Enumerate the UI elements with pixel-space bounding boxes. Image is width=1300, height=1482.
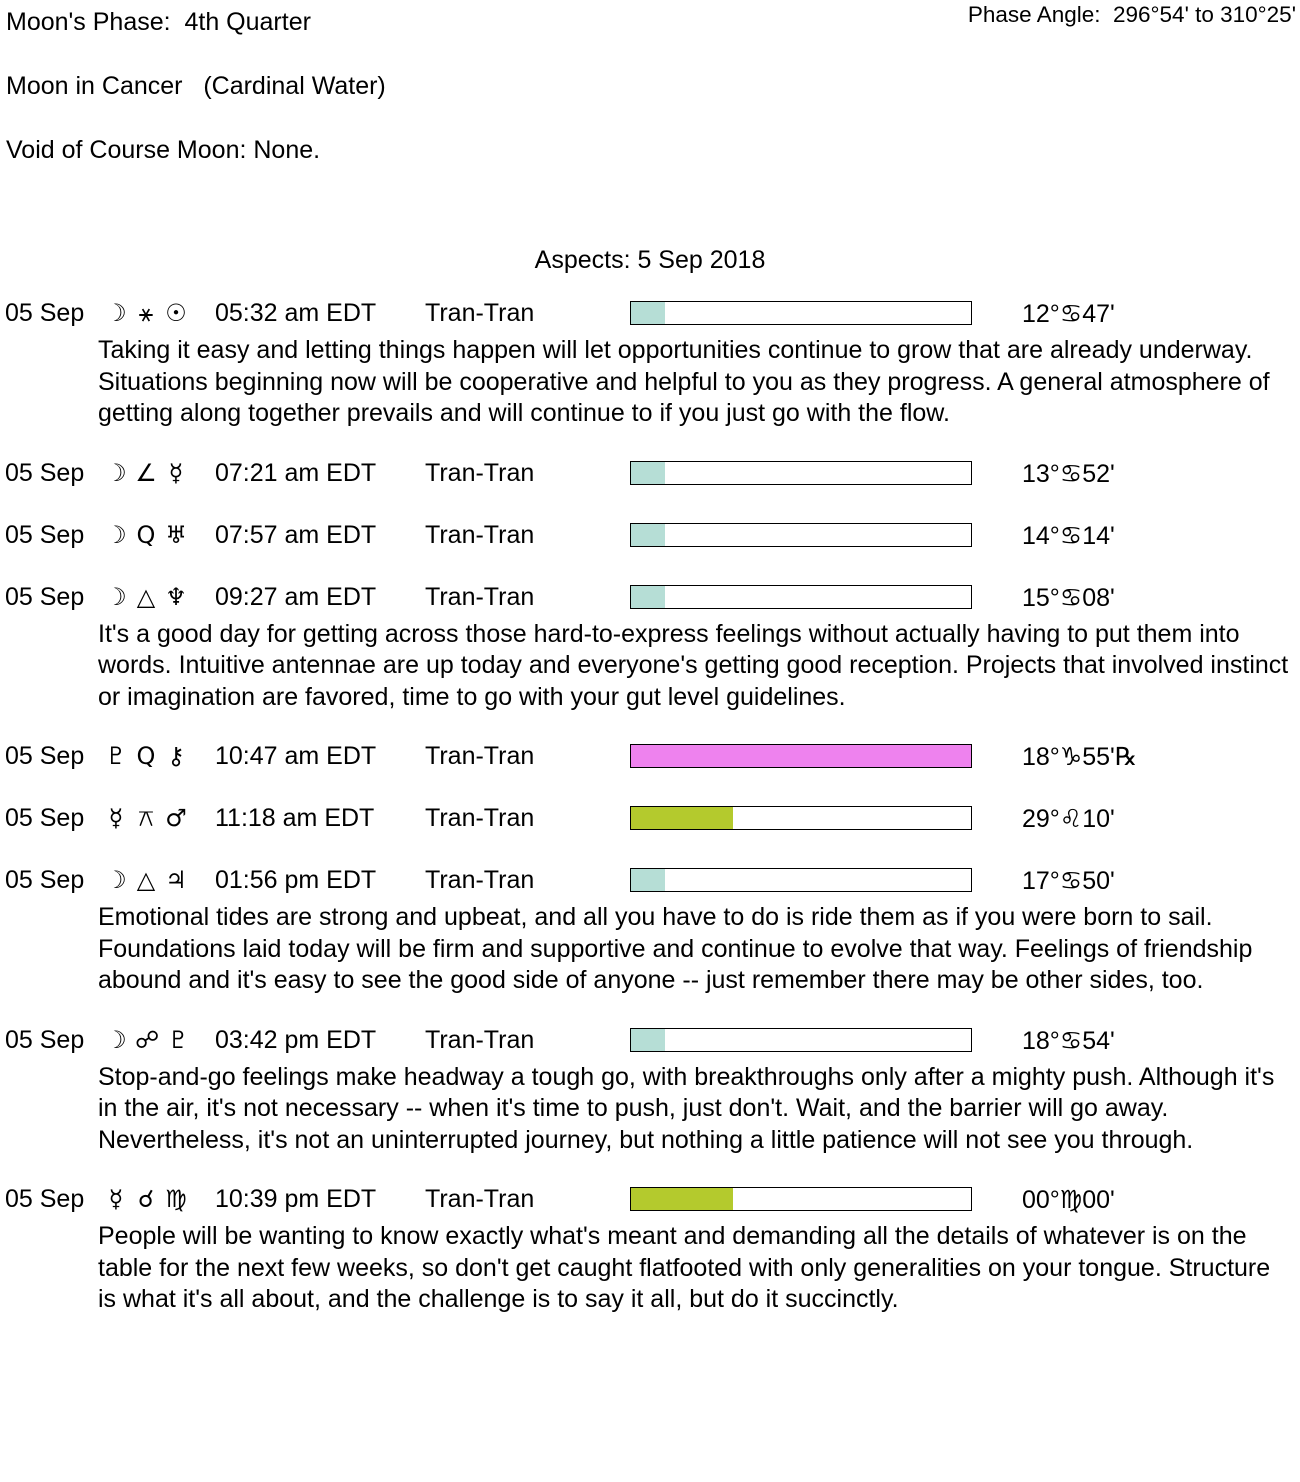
orb-progress-fill: [631, 807, 733, 829]
orb-bar-cell: [630, 299, 975, 325]
aspect-entry: [0, 583, 1300, 714]
aspect-entry: [0, 459, 1300, 492]
orb-progress-fill: [631, 586, 665, 608]
neptune-symbol: ♆: [165, 582, 187, 611]
aspect-symbols: [105, 299, 215, 327]
aspect-description: People will be wanting to know exactly what's meant and demanding all the details of whatever is on the table for the next few weeks, so don't get caught flatfooted with only generalities on your tongue. Structure is what it's all about, and the challenge is to say it all, but do it succinctly.: [98, 1222, 1271, 1313]
aspect-description: Emotional tides are strong and upbeat, and all you have to do is ride them as if you were born to sail. Foundations laid today will be firm and supportive and continue to evolve that way. Feelings of friendship abound and it's easy to see the good side of anyone -- just remember there may be other sides, too.: [98, 903, 1253, 994]
aspect-date: 05 Sep: [5, 520, 85, 549]
quintile-symbol: Q: [136, 742, 156, 770]
aspects-title: Aspects: 5 Sep 2018: [534, 246, 766, 274]
orb-bar-cell: [630, 804, 975, 830]
aspect-date: 05 Sep: [5, 458, 85, 487]
aspect-description: Taking it easy and letting things happen will let opportunities continue to grow that are already underway. Situations beginning now will be cooperative and helpful to you as they progress. A general atmosphere of getting along together prevails and will continue to if you just go with the flow.: [98, 336, 1270, 427]
aspect-row: [0, 459, 1300, 492]
moon-symbol: ☽: [105, 458, 127, 487]
phase-angle-text: Phase Angle: 296°54' to 310°25': [967, 2, 1296, 27]
aspect-symbols: [105, 583, 215, 611]
aspect-row: [0, 804, 1300, 837]
orb-progress-bar: [630, 806, 972, 830]
aspect-type: Tran-Tran: [425, 1025, 535, 1054]
aspect-degree: 13°♋52': [1022, 459, 1115, 488]
aspect-symbols: [105, 1185, 215, 1213]
aspect-time: 03:42 pm EDT: [215, 1025, 377, 1054]
jupiter-symbol: ♃: [165, 866, 187, 894]
orb-progress-fill: [631, 1029, 665, 1051]
aspect-degree: 12°♋47': [1022, 300, 1115, 328]
aspect-time: 01:56 pm EDT: [215, 866, 377, 894]
orb-bar-cell: [630, 866, 975, 892]
aspect-degree: 29°♌10': [1022, 805, 1115, 833]
mercury-symbol: ☿: [108, 804, 124, 832]
semi-square-symbol: ∠: [135, 458, 157, 487]
aspect-symbols: [105, 1026, 215, 1054]
aspect-degree: 14°♋14': [1022, 521, 1115, 550]
pluto-symbol: ♇: [105, 742, 127, 770]
aspect-degree: 00°♍00': [1022, 1186, 1115, 1214]
aspect-row: [0, 583, 1300, 616]
orb-bar-cell: [630, 521, 975, 547]
report-header: [0, 0, 1300, 165]
moon-symbol: ☽: [105, 1025, 127, 1054]
aspect-entry: [0, 804, 1300, 837]
aspect-time: 05:32 am EDT: [215, 299, 377, 327]
trine-symbol: △: [136, 582, 156, 611]
orb-progress-fill: [631, 869, 665, 891]
sextile-symbol: ⚹: [138, 299, 154, 327]
aspect-time: 10:47 am EDT: [215, 742, 377, 770]
pluto-symbol: ♇: [167, 1025, 190, 1054]
conjunction-symbol: ☌: [137, 1185, 155, 1213]
aspect-symbols: [105, 521, 215, 549]
orb-progress-bar: [630, 461, 972, 485]
aspect-degree: 17°♋50': [1022, 867, 1115, 895]
orb-progress-bar: [630, 868, 972, 892]
orb-progress-bar: [630, 744, 972, 768]
aspect-entry: [0, 1026, 1300, 1157]
trine-symbol: △: [136, 866, 156, 894]
aspect-time: 09:27 am EDT: [215, 582, 377, 611]
aspect-row: [0, 866, 1300, 899]
aspect-type: Tran-Tran: [425, 742, 535, 770]
aspect-type: Tran-Tran: [425, 582, 535, 611]
aspect-row: [0, 1185, 1300, 1218]
orb-progress-fill: [631, 1188, 733, 1210]
aspect-row: [0, 521, 1300, 554]
aspect-time: 07:21 am EDT: [215, 458, 377, 487]
aspect-description: Stop-and-go feelings make headway a tough go, with breakthroughs only after a mighty push. Although it's in the air, it's not necessary -- when it's time to push, just don't. Wait, and the barrier will go away. Nevertheless, it's not an uninterrupted journey, but nothing a little patience will not see you through.: [98, 1062, 1275, 1154]
aspect-date: 05 Sep: [5, 866, 85, 894]
aspect-symbols: [105, 866, 215, 894]
aspect-entry: [0, 866, 1300, 997]
orb-progress-bar: [630, 585, 972, 609]
aspect-entry: [0, 742, 1300, 775]
aspect-degree: 18°♑55'℞: [1022, 743, 1138, 771]
aspect-entry: [0, 1185, 1300, 1316]
aspect-symbols: [105, 804, 215, 832]
aspect-time: 11:18 am EDT: [215, 804, 375, 832]
aspect-type: Tran-Tran: [425, 458, 535, 487]
orb-bar-cell: [630, 459, 975, 485]
orb-progress-fill: [631, 302, 665, 324]
quintile-symbol: Q: [136, 520, 156, 549]
orb-progress-bar: [630, 301, 972, 325]
aspect-entry: [0, 299, 1300, 430]
orb-bar-cell: [630, 583, 975, 609]
aspect-type: Tran-Tran: [425, 520, 535, 549]
quincunx-symbol: ⚻: [138, 804, 154, 832]
orb-progress-fill: [631, 462, 665, 484]
moon-symbol: ☽: [105, 582, 127, 611]
aspect-type: Tran-Tran: [425, 1185, 535, 1213]
uranus-symbol: ♅: [165, 520, 187, 549]
aspect-type: Tran-Tran: [425, 866, 535, 894]
aspect-date: 05 Sep: [5, 299, 85, 327]
orb-progress-bar: [630, 1187, 972, 1211]
moon-sign-text: Moon in Cancer (Cardinal Water): [6, 72, 386, 100]
aspect-description: It's a good day for getting across those hard-to-express feelings without actually having to put them into words. Intuitive antennae are up today and everyone's getting good reception. Projects that involved instinct or imagination are favored, time to go with your gut level guidelines.: [98, 619, 1289, 711]
opposition-symbol: ☍: [135, 1025, 160, 1054]
orb-progress-bar: [630, 1028, 972, 1052]
aspect-date: 05 Sep: [5, 804, 85, 832]
orb-progress-fill: [631, 745, 971, 767]
orb-progress-fill: [631, 524, 665, 546]
void-of-course-text: Void of Course Moon: None.: [6, 136, 321, 164]
aspect-date: 05 Sep: [5, 742, 85, 770]
sun-symbol: ☉: [165, 299, 187, 327]
aspect-time: 07:57 am EDT: [215, 520, 377, 549]
aspect-date: 05 Sep: [5, 1185, 85, 1213]
aspect-row: [0, 299, 1300, 332]
moon-symbol: ☽: [105, 299, 127, 327]
mars-symbol: ♂: [165, 804, 187, 832]
orb-bar-cell: [630, 742, 975, 768]
aspect-row: [0, 1026, 1300, 1059]
orb-bar-cell: [630, 1185, 975, 1211]
aspect-degree: 15°♋08': [1022, 583, 1115, 612]
aspect-date: 05 Sep: [5, 582, 85, 611]
virgo-symbol: ♍: [165, 1185, 187, 1213]
aspect-row: [0, 742, 1300, 775]
aspect-list: [0, 299, 1300, 1316]
moon-symbol: ☽: [105, 520, 127, 549]
aspect-symbols: [105, 459, 215, 487]
aspect-date: 05 Sep: [5, 1025, 85, 1054]
moons-phase-text: Moon's Phase: 4th Quarter: [6, 8, 311, 36]
aspect-type: Tran-Tran: [425, 299, 535, 327]
mercury-symbol: ☿: [168, 458, 184, 487]
aspect-entry: [0, 521, 1300, 554]
orb-bar-cell: [630, 1026, 975, 1052]
aspect-time: 10:39 pm EDT: [215, 1185, 377, 1213]
mercury-symbol: ☿: [108, 1185, 124, 1213]
chiron-symbol: ⚷: [167, 742, 185, 770]
moon-symbol: ☽: [105, 866, 127, 894]
aspect-degree: 18°♋54': [1022, 1026, 1115, 1055]
aspect-symbols: [105, 742, 215, 770]
orb-progress-bar: [630, 523, 972, 547]
aspect-type: Tran-Tran: [425, 804, 535, 832]
